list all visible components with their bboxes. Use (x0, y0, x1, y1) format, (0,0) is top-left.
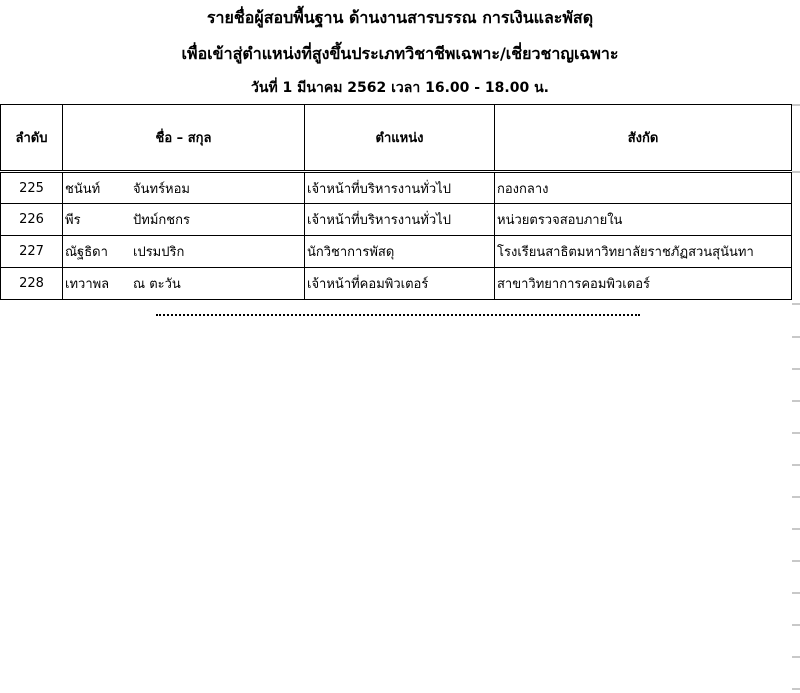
edge-mark (792, 560, 800, 562)
table-row (1, 236, 792, 268)
edge-mark (792, 368, 800, 370)
row-unit: หน่วยตรวจสอบภายใน (495, 204, 792, 236)
row-position: เจ้าหน้าที่บริหารงานทั่วไป (305, 172, 495, 204)
document-subtitle: เพื่อเข้าสู่ตำแหน่งที่สูงขึ้นประเภทวิชาชีพเฉพาะ/เชี่ยวชาญเฉพาะ (181, 44, 619, 63)
given-name: เทวาพล (65, 277, 110, 292)
row-position: นักวิชาการพัสดุ (305, 236, 495, 268)
row-full-name (63, 236, 305, 268)
exam-date-time: วันที่ 1 มีนาคม 2562 เวลา 16.00 - 18.00 น. (251, 80, 549, 96)
row-full-name (63, 172, 305, 204)
edge-mark (792, 303, 800, 305)
row-full-name (63, 204, 305, 236)
row-position: เจ้าหน้าที่บริหารงานทั่วไป (305, 204, 495, 236)
edge-mark (792, 688, 800, 690)
edge-mark (792, 496, 800, 498)
column-header-unit: สังกัด (495, 105, 792, 172)
column-header-name: ชื่อ – สกุล (63, 105, 305, 172)
table-row (1, 172, 792, 204)
edge-mark (792, 400, 800, 402)
row-number: 226 (1, 204, 63, 236)
edge-mark (792, 624, 800, 626)
table-row (1, 268, 792, 300)
surname: เปรมปริก (133, 245, 185, 260)
surname: จันทร์หอม (133, 181, 191, 197)
row-unit: กองกลาง (495, 172, 792, 204)
edge-mark (792, 104, 800, 106)
row-position: เจ้าหน้าที่คอมพิวเตอร์ (305, 268, 495, 300)
row-number: 227 (1, 236, 63, 268)
given-name: ชนันท์ (65, 181, 101, 197)
surname: ณ ตะวัน (133, 277, 181, 292)
table-row (1, 204, 792, 236)
examinee-table (0, 104, 792, 300)
edge-mark (792, 592, 800, 594)
edge-mark (792, 528, 800, 530)
row-number: 228 (1, 268, 63, 300)
row-full-name (63, 268, 305, 300)
row-unit: สาขาวิทยาการคอมพิวเตอร์ (495, 268, 792, 300)
table-header-row (1, 105, 792, 172)
given-name: ณัฐธิดา (65, 245, 108, 260)
row-unit: โรงเรียนสาธิตมหาวิทยาลัยราชภัฏสวนสุนันทา (495, 236, 792, 268)
column-header-position: ตำแหน่ง (305, 105, 495, 172)
column-header-number: ลำดับ (1, 105, 63, 172)
dotted-end-line (156, 314, 640, 316)
edge-mark (792, 336, 800, 338)
given-name: พีร (65, 213, 81, 228)
edge-mark (792, 464, 800, 466)
edge-mark (792, 171, 800, 173)
edge-mark (792, 432, 800, 434)
surname: ปัทม์กชกร (133, 213, 190, 228)
document-title: รายชื่อผู้สอบพื้นฐาน ด้านงานสารบรรณ การเงินและพัสดุ (206, 8, 594, 27)
edge-mark (792, 656, 800, 658)
row-number: 225 (1, 172, 63, 204)
